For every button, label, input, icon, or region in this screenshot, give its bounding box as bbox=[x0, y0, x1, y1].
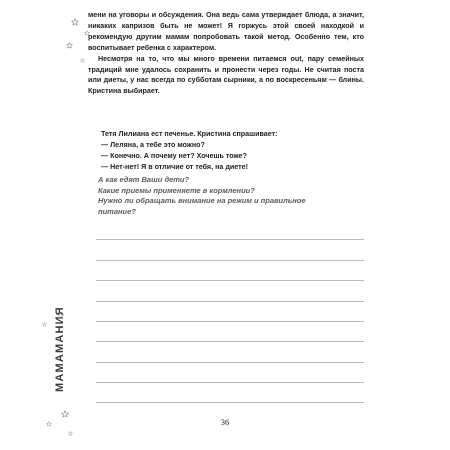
writing-line bbox=[96, 362, 364, 363]
paragraph-1: мени на уговоры и обсуждения. Она ведь сама утверждает блюда, а значит, никаких капризов быть не может! Я горжусь этой своей находкой и рекомендую другим мамам попробовать такой метод. Особенно тем, кто воспитывает ребенка с характером. bbox=[88, 11, 364, 52]
dialog-line: — Конечно. А почему нет? Хочешь тоже? bbox=[101, 151, 247, 160]
star-icon bbox=[71, 18, 79, 26]
sidebar-title: МАМАМАНИЯ bbox=[54, 306, 66, 392]
questions-block bbox=[98, 175, 368, 217]
writing-line bbox=[96, 402, 364, 403]
question-line: Нужно ли обращать внимание на режим и правильное bbox=[98, 196, 306, 206]
star-icon bbox=[46, 421, 52, 427]
question-line: А как едят Ваши дети? bbox=[98, 175, 190, 184]
page-number: 36 bbox=[220, 417, 230, 427]
star-icon bbox=[80, 58, 85, 63]
star-icon bbox=[42, 322, 47, 327]
writing-line bbox=[96, 301, 364, 302]
writing-line bbox=[96, 382, 364, 383]
writing-line bbox=[96, 239, 364, 240]
body-text bbox=[88, 10, 364, 97]
question-line: Какие приемы применяете в кормлении? bbox=[98, 185, 255, 195]
writing-line bbox=[96, 341, 364, 342]
writing-line bbox=[96, 321, 364, 322]
star-icon bbox=[68, 431, 73, 436]
question-line: питание? bbox=[98, 206, 136, 216]
star-icon bbox=[57, 312, 64, 319]
star-icon bbox=[61, 410, 69, 418]
dialog-block bbox=[101, 129, 361, 173]
dialog-line: Тетя Лилиана ест печенье. Кристина спрашивает: bbox=[101, 130, 278, 138]
star-icon bbox=[84, 30, 90, 36]
dialog-line: — Нет-нет! Я в отличие от тебя, на диете! bbox=[101, 162, 248, 171]
writing-line bbox=[96, 260, 364, 261]
dialog-line: — Леляна, а тебе это можно? bbox=[101, 140, 205, 149]
writing-line bbox=[96, 280, 364, 281]
paragraph-2: Несмотря на то, что мы много времени питаемся out, пару семейных традиций мне удалось сохранить и пронести через годы. Не считая поста или диеты, у нас всегда по субботам сырники, а по воскресеньям — блины. Кристина выбирает. bbox=[88, 54, 364, 96]
star-icon bbox=[66, 42, 73, 49]
